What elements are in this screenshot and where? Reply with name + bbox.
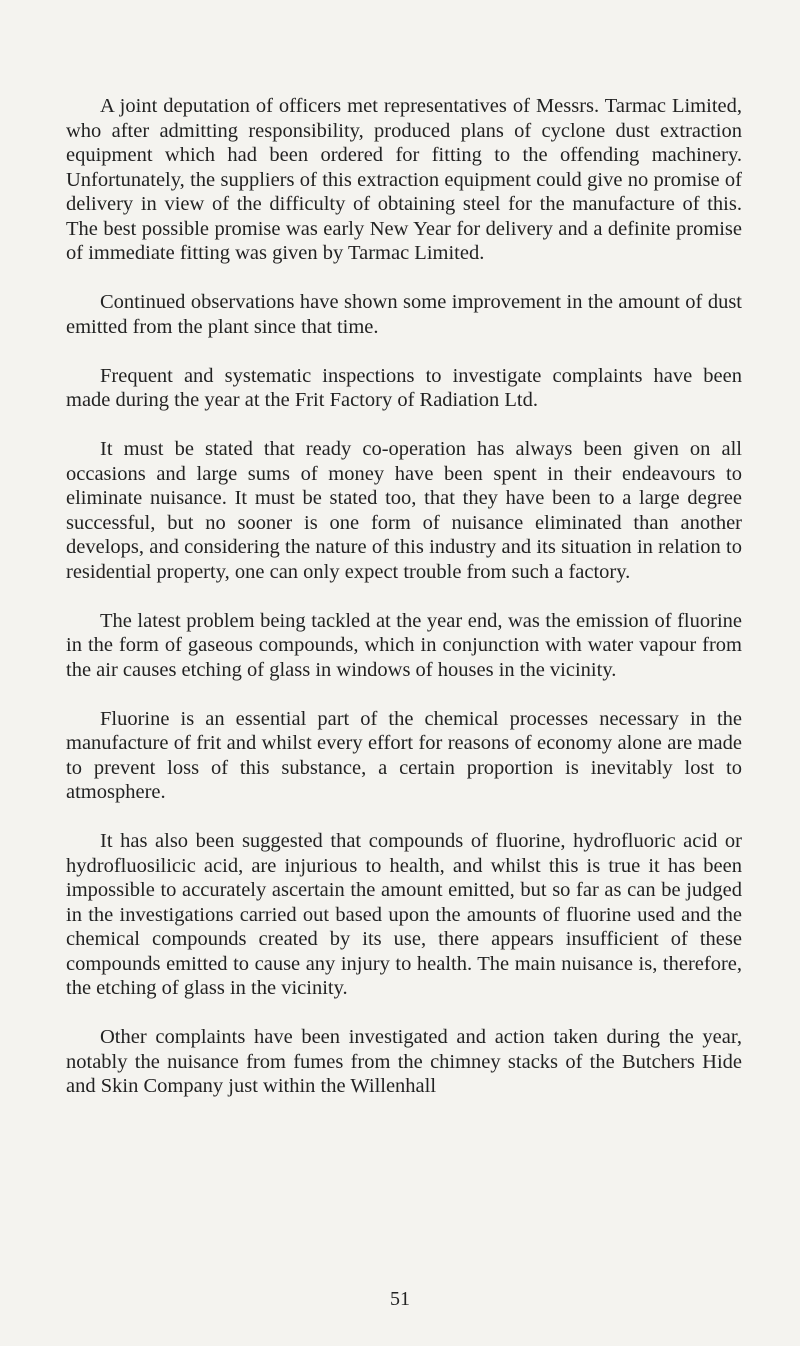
page-number: 51 <box>390 1288 410 1310</box>
paragraph-fluorine-processes: Fluorine is an essential part of the chemical processes necessary in the manufacture of frit and whilst every effort for reasons of economy alone are made to prevent loss of this substance, a certain proportion is inevitably lost to atmosphere. <box>66 707 742 803</box>
paragraph-continued-observations: Continued observations have shown some improvement in the amount of dust emitted from the plant since that time. <box>66 291 742 338</box>
paragraph-fluorine-emission: The latest problem being tackled at the year end, was the emission of fluorine in the form of gaseous compounds, which in conjunction with water vapour from the air causes etching of glass in windows of houses in the vicinity. <box>66 609 742 681</box>
paragraph-health-effects: It has also been suggested that compounds of fluorine, hydrofluoric acid or hydrofluosilicic acid, are injurious to health, and whilst this is true it has been impossible to accurately ascertain the amount emitted, but so far as can be judged in the investigations carried out based upon the amounts of fluorine used and the chemical compounds created by its use, there appears insufficient of these compounds emitted to cause any injury to health. The main nuisance is, therefore, the etching of glass in the vicinity. <box>66 830 742 999</box>
paragraph-other-complaints: Other complaints have been investigated and action taken during the year, notably the nuisance from fumes from the chimney stacks of the Butchers Hide and Skin Company just within the Willenhall <box>66 1026 742 1097</box>
paragraph-frit-factory-inspections: Frequent and systematic inspections to investigate complaints have been made during the year at the Frit Factory of Radiation Ltd. <box>66 364 742 411</box>
paragraph-tarmac-deputation: A joint deputation of officers met representatives of Messrs. Tarmac Limited, who after admitting responsibility, produced plans of cyclone dust extraction equipment which had been ordered for fitting to the offending machinery. Unfortunately, the suppliers of this extraction equipment could give no promise of delivery in view of the difficulty of obtaining steel for the manufacture of this. The best possible promise was early New Year for delivery and a definite promise of immediate fitting was given by Tarmac Limited. <box>66 95 742 264</box>
paragraph-co-operation: It must be stated that ready co-operation has always been given on all occasions and large sums of money have been spent in their endeavours to eliminate nuisance. It must be stated too, that they have been to a large degree successful, but no sooner is one form of nuisance eliminated than another develops, and considering the nature of this industry and its situation in relation to residential property, one can only expect trouble from such a factory. <box>66 438 742 583</box>
